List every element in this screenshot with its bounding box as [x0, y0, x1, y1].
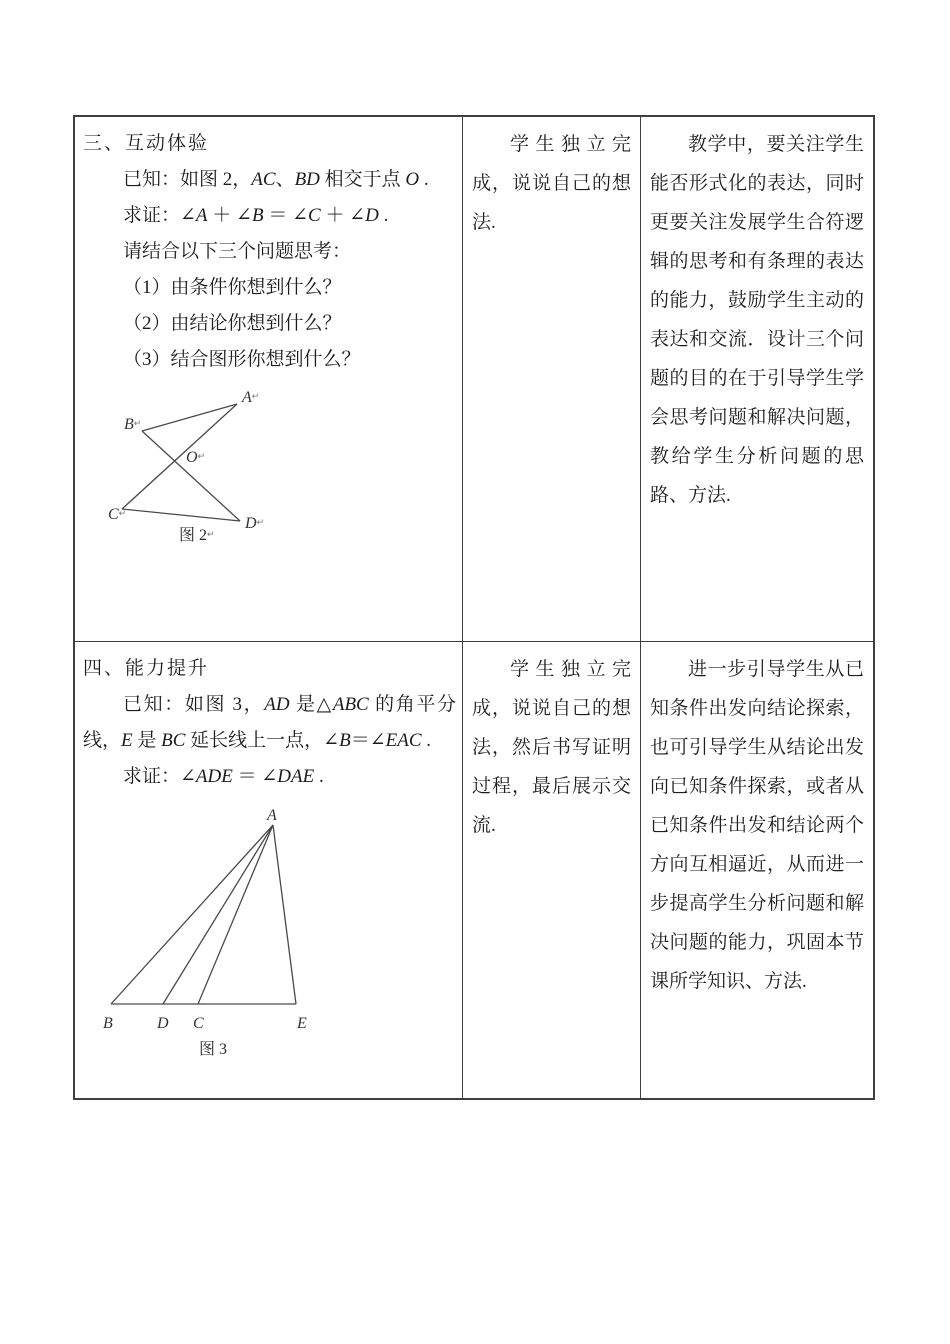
point-label-O: O↵ [186, 449, 206, 466]
point-label-B: B↵ [124, 416, 142, 433]
point-label-D: D [157, 1015, 169, 1032]
teacher-notes-text: 教学中，要关注学生能否形式化的表达，同时更要关注发展学生合符逻辑的思考和有条理的表达的能力，鼓励学生主动的表达和交流．设计三个问题的目的在于引导学生学会思考问题和解决问题，教给学生分析问题的思路、方法. [650, 134, 864, 506]
segment-AD [163, 825, 273, 1004]
segment-BD [142, 431, 240, 521]
student-activity-text: 学生独立完成，说说自己的想法，然后书写证明过程，最后展示交流. [472, 659, 631, 836]
point-label-E: E [297, 1015, 307, 1032]
point-label-C: C [193, 1015, 204, 1032]
segment-AC [198, 825, 273, 1004]
known-statement: 已知：如图 3，AD 是△ABC 的角平分线，E 是 BC 延长线上一点，∠B＝∠EAC . [83, 694, 456, 751]
section-heading: 四、能力提升 [83, 658, 210, 679]
segment-AE [273, 825, 296, 1004]
cell-teacher-notes-4 [641, 642, 873, 1098]
prove-statement: 求证：∠ADE ＝ ∠DAE . [123, 766, 324, 787]
think-intro: 请结合以下三个问题思考： [123, 241, 352, 262]
point-label-A: A [267, 807, 277, 824]
known-statement: 已知：如图 2，AC、BD 相交于点 O . [123, 169, 429, 190]
section-heading: 三、互动体验 [83, 133, 210, 154]
lesson-plan-table [73, 115, 875, 1100]
segment-CD [122, 509, 240, 521]
cell-student-activity-4 [463, 642, 641, 1098]
point-label-D: D↵ [245, 515, 265, 532]
teacher-notes-text: 进一步引导学生从已知条件出发向结论探索，也可引导学生从结论出发向已知条件探索，或者从已知条件出发和结论两个方向互相逼近，从而进一步提高学生分析问题和解决问题的能力，巩固本节课所学知识、方法. [650, 659, 864, 992]
question-1: （1）由条件你想到什么？ [123, 277, 342, 298]
question-2: （2）由结论你想到什么？ [123, 313, 342, 334]
geometry-figure-2 [95, 388, 345, 550]
cell-student-activity-3 [463, 117, 641, 642]
point-label-B: B [103, 1015, 113, 1032]
cell-teacher-notes-3 [641, 117, 873, 642]
student-activity-text: 学生独立完成，说说自己的想法. [472, 134, 631, 233]
figure-caption: 图 2↵ [179, 527, 215, 544]
figure-caption: 图 3 [199, 1041, 228, 1058]
segment-AB [111, 825, 273, 1004]
cell-activity-section-4 [75, 642, 463, 1098]
cell-activity-section-3 [75, 117, 463, 642]
prove-statement: 求证：∠A ＋ ∠B ＝ ∠C ＋ ∠D . [123, 205, 389, 226]
geometry-figure-3 [91, 807, 341, 1062]
point-label-A: A↵ [242, 389, 260, 406]
question-3: （3）结合图形你想到什么？ [123, 349, 361, 370]
point-label-C: C↵ [108, 506, 127, 523]
